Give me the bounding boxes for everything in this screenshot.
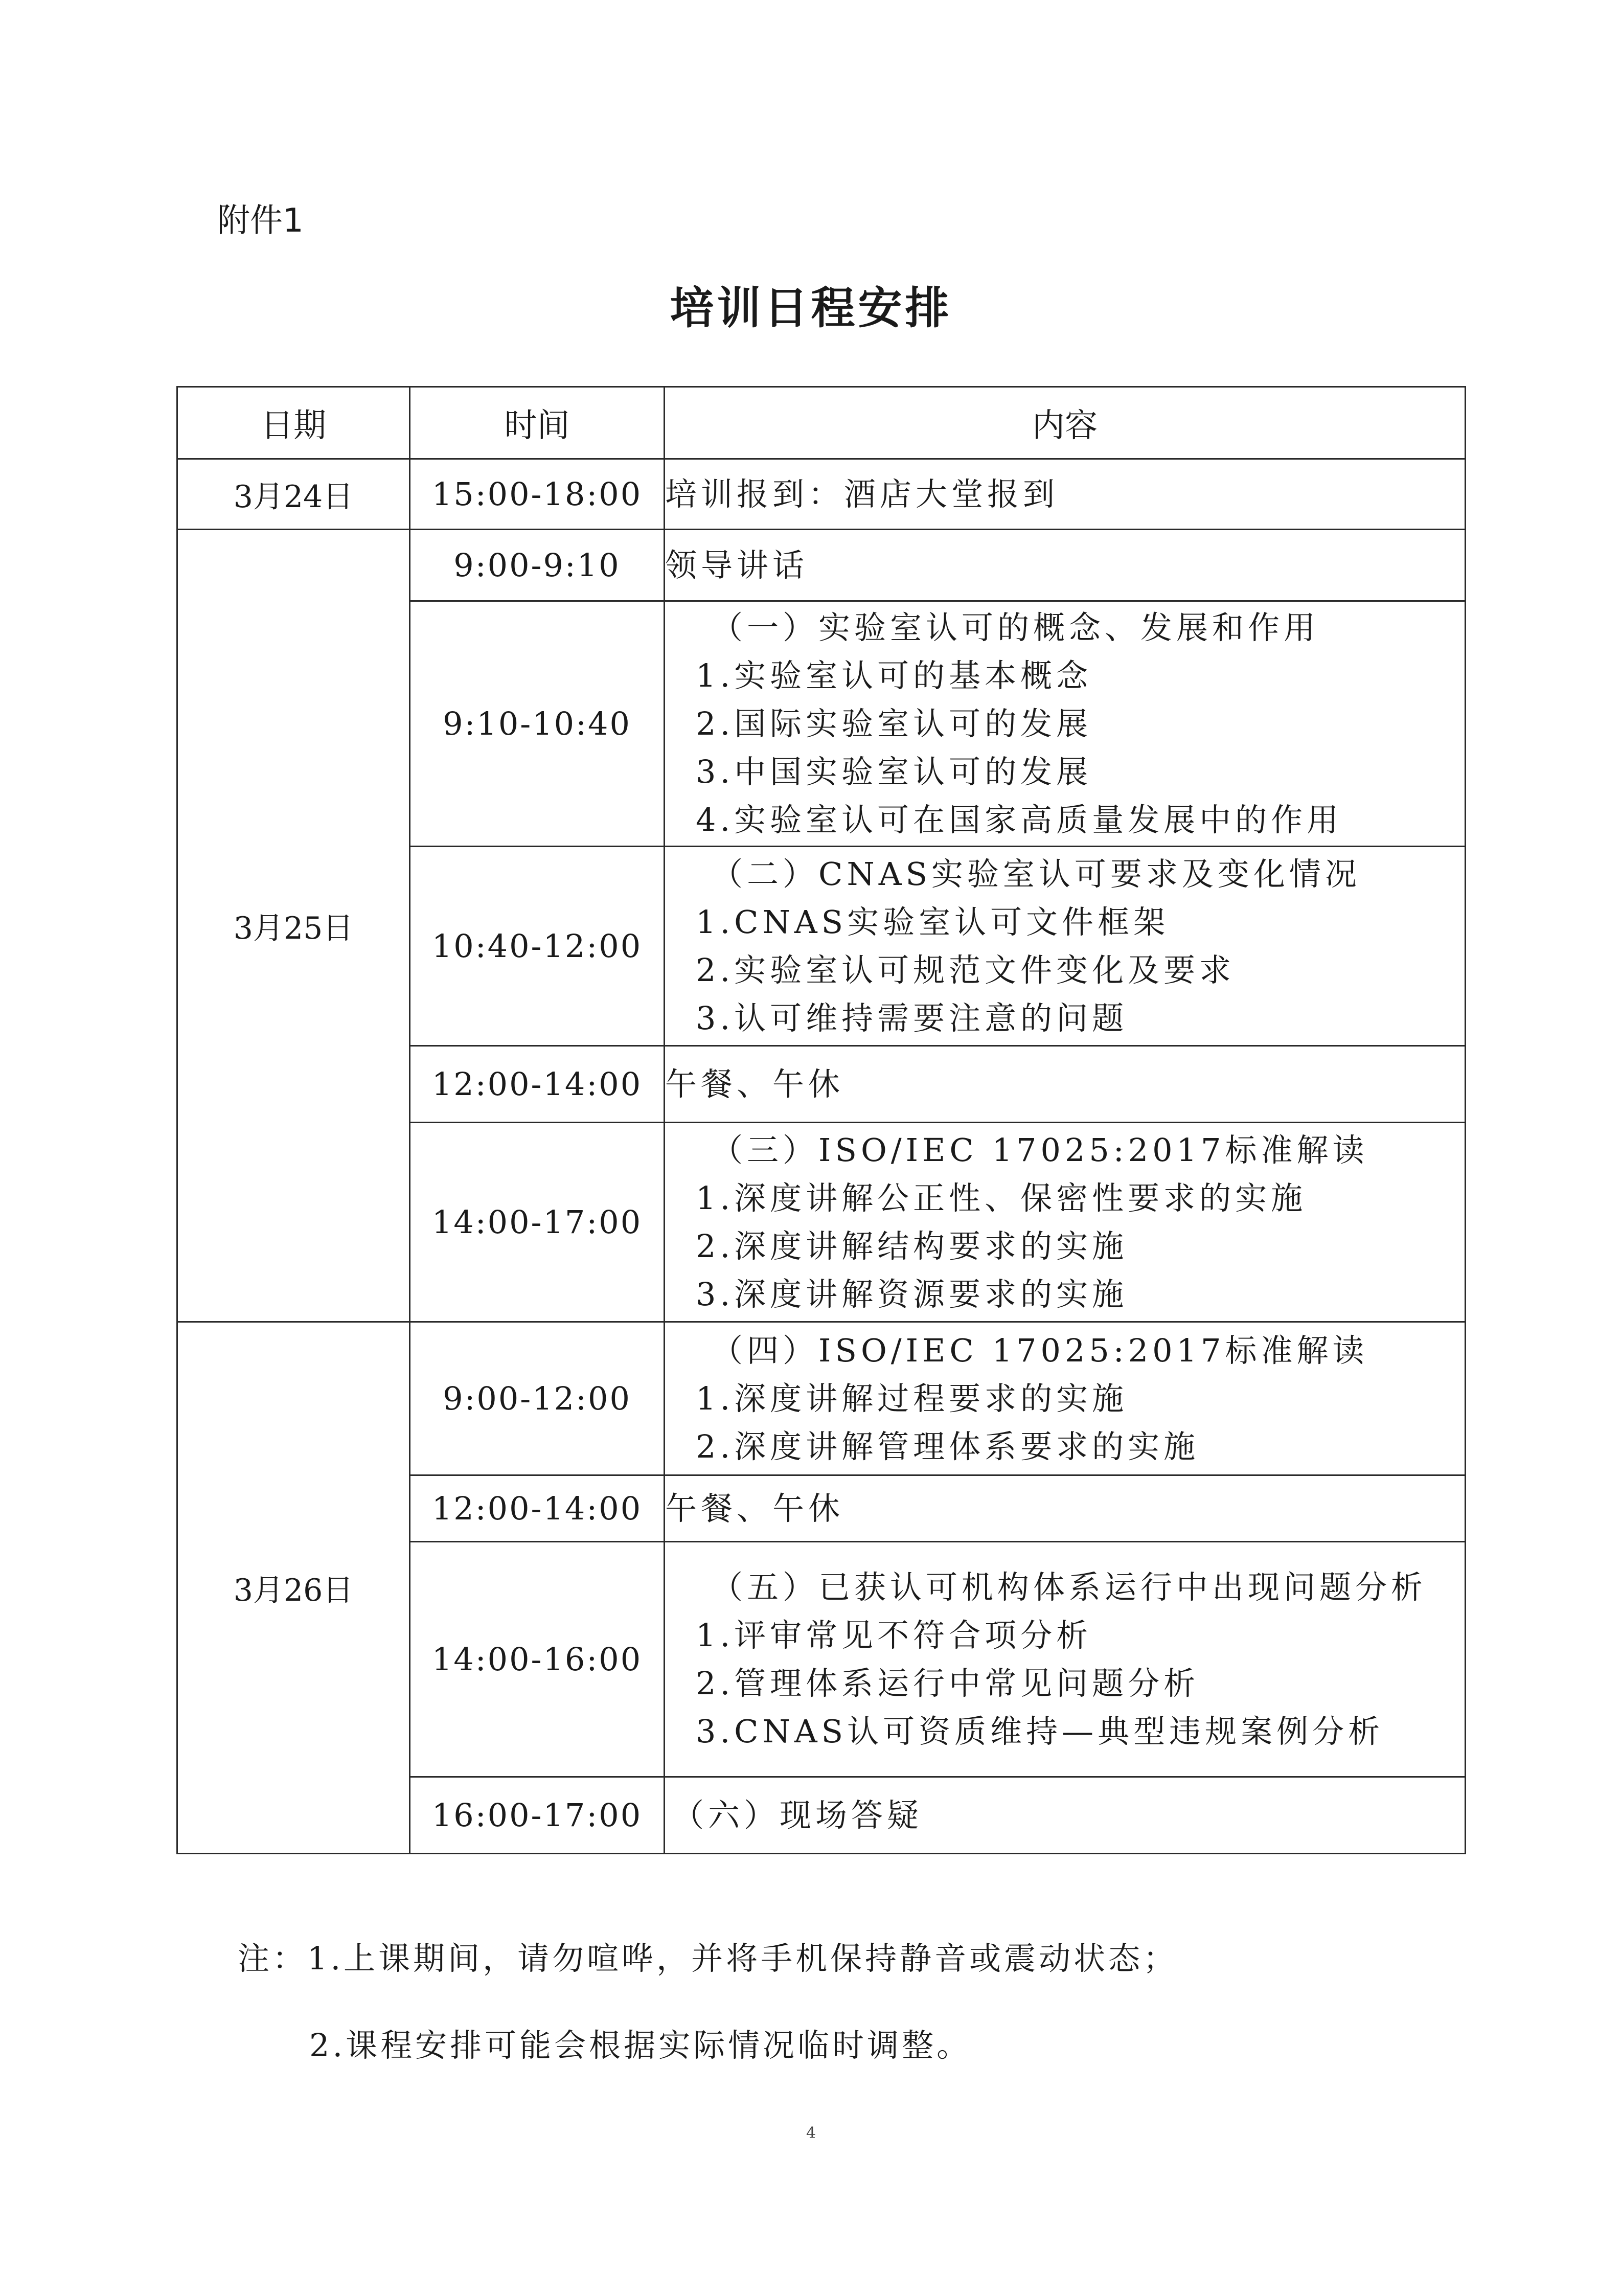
header-date: 日期 (177, 387, 410, 459)
date-cell: 3月24日 (177, 459, 410, 530)
note-line-1: 注：1.上课期间，请勿喧哗，并将手机保持静音或震动状态； (238, 1940, 1178, 1977)
header-content: 内容 (665, 387, 1466, 459)
date-cell: 3月26日 (177, 1322, 410, 1854)
table-row (177, 1322, 1466, 1475)
time-cell: 15:00-18:00 (410, 459, 665, 530)
content-cell (665, 1123, 1466, 1322)
content-cell (665, 601, 1466, 847)
content-line: 1.评审常见不符合项分析 (696, 1616, 1092, 1654)
session-heading: （五）已获认可机构体系运行中出现问题分析 (711, 1568, 1427, 1606)
content-line: 3.CNAS认可资质维持—典型违规案例分析 (696, 1712, 1384, 1750)
document-title: 培训日程安排 (670, 283, 952, 334)
content-line: 1.实验室认可的基本概念 (696, 656, 1092, 694)
time-cell: 14:00-17:00 (410, 1123, 665, 1322)
session-heading: （一）实验室认可的概念、发展和作用 (711, 608, 1320, 646)
notes (238, 1940, 1178, 2064)
content-cell (665, 1322, 1466, 1475)
note-line-2: 2.课程安排可能会根据实际情况临时调整。 (309, 2027, 972, 2064)
time-cell: 9:10-10:40 (410, 601, 665, 847)
time-cell: 12:00-14:00 (410, 1046, 665, 1123)
content-line: 2.深度讲解结构要求的实施 (696, 1227, 1128, 1265)
time-cell: 16:00-17:00 (410, 1777, 665, 1854)
content-line: 2.实验室认可规范文件变化及要求 (696, 951, 1236, 989)
content-line: 1.深度讲解公正性、保密性要求的实施 (696, 1179, 1307, 1217)
content-line: 培训报到：酒店大堂报到 (665, 475, 1059, 513)
schedule-table (176, 386, 1466, 1854)
session-heading: （四）ISO/IEC 17025:2017标准解读 (711, 1331, 1368, 1369)
table-header-row (177, 387, 1466, 459)
date-cell: 3月25日 (177, 530, 410, 1322)
content-line: 午餐、午休 (665, 1065, 844, 1103)
page-number: 4 (806, 2124, 816, 2142)
time-cell: 9:00-9:10 (410, 530, 665, 601)
content-cell (665, 459, 1466, 530)
content-cell (665, 1542, 1466, 1777)
content-line: 2.管理体系运行中常见问题分析 (696, 1664, 1200, 1702)
time-cell: 10:40-12:00 (410, 847, 665, 1046)
content-line: 3.深度讲解资源要求的实施 (696, 1275, 1128, 1313)
time-cell: 14:00-16:00 (410, 1542, 665, 1777)
content-line: 2.深度讲解管理体系要求的实施 (696, 1427, 1200, 1465)
table-row (177, 459, 1466, 530)
header-time: 时间 (410, 387, 665, 459)
attachment-label: 附件1 (217, 202, 304, 240)
time-cell: 9:00-12:00 (410, 1322, 665, 1475)
content-line: 2.国际实验室认可的发展 (696, 704, 1092, 742)
session-heading: （三）ISO/IEC 17025:2017标准解读 (711, 1131, 1368, 1169)
content-line: 3.认可维持需要注意的问题 (696, 999, 1128, 1037)
content-cell (665, 1475, 1466, 1542)
content-line: 4.实验室认可在国家高质量发展中的作用 (696, 801, 1343, 838)
content-line: 1.深度讲解过程要求的实施 (696, 1379, 1128, 1417)
content-cell (665, 847, 1466, 1046)
content-line: 1.CNAS实验室认可文件框架 (696, 903, 1170, 941)
session-heading: （二）CNAS实验室认可要求及变化情况 (711, 855, 1361, 893)
time-cell: 12:00-14:00 (410, 1475, 665, 1542)
content-cell (665, 530, 1466, 601)
content-line: 午餐、午休 (665, 1489, 844, 1527)
table-row (177, 530, 1466, 601)
content-line: （六）现场答疑 (672, 1796, 923, 1834)
content-cell (665, 1777, 1466, 1854)
content-line: 领导讲话 (665, 546, 809, 584)
content-cell (665, 1046, 1466, 1123)
content-line: 3.中国实验室认可的发展 (696, 753, 1092, 790)
